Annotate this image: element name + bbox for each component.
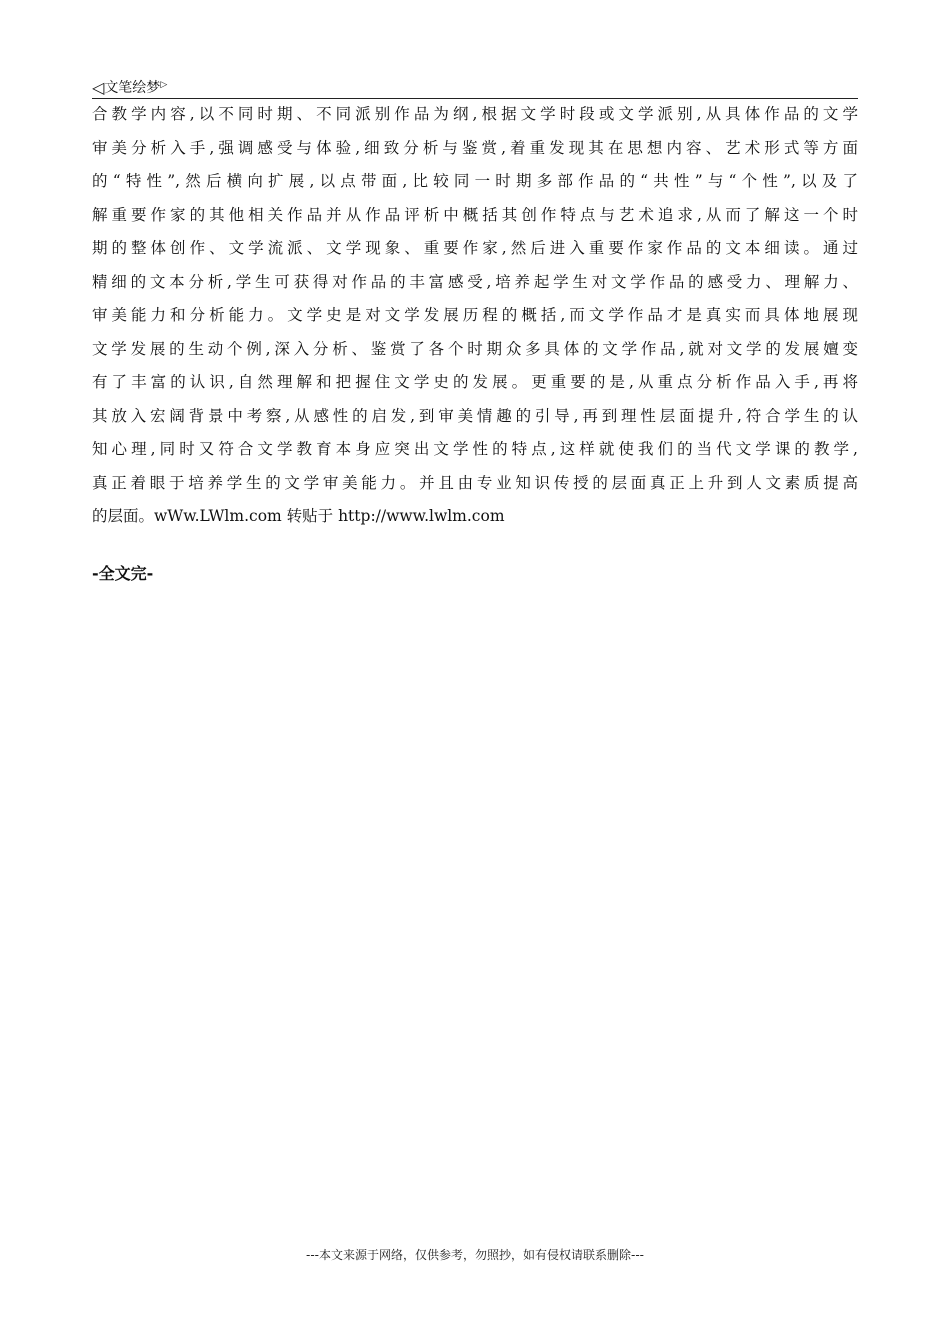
body-line: 真正着眼于培养学生的文学审美能力。并且由专业知识传授的层面真正上升到人文素质提高 [92,473,858,492]
body-line-last: 的层面。wWw.LWlm.com 转贴于 http://www.lwlm.com [92,507,505,525]
body-line: 审美分析入手,强调感受与体验,细致分析与鉴赏,着重发现其在思想内容、艺术形式等方面 [92,138,858,157]
body-line: 解重要作家的其他相关作品并从作品评析中概括其创作特点与艺术追求,从而了解这一个时 [92,205,858,224]
body-line: 的“特性”,然后横向扩展,以点带面,比较同一时期多部作品的“共性”与“个性”,以及了 [92,172,858,190]
triangle-right-icon: ▷ [160,80,168,90]
body-line: 合教学内容,以不同时期、不同派别作品为纲,根据文学时段或文学派别,从具体作品的文学 [92,105,858,123]
body-text [92,98,858,534]
body-line: 文学发展的生动个例,深入分析、鉴赏了各个时期众多具体的文学作品,就对文学的发展嬗变 [92,339,858,358]
footer-notice: ---本文来源于网络，仅供参考，勿照抄，如有侵权请联系删除--- [306,1248,644,1262]
page-header [92,76,858,99]
body-line: 有了丰富的认识,自然理解和把握住文学史的发展。更重要的是,从重点分析作品入手,再将 [92,373,858,391]
header-title [92,76,167,97]
body-line: 期的整体创作、文学流派、文学现象、重要作家,然后进入重要作家作品的文本细读。通过 [92,239,858,257]
body-line: 审美能力和分析能力。文学史是对文学发展历程的概括,而文学作品才是真实而具体地展现 [92,306,858,324]
body-line: 精细的文本分析,学生可获得对作品的丰富感受,培养起学生对文学作品的感受力、理解力、 [92,272,858,291]
header-label-text: 文笔绘梦 [104,80,161,96]
body-line: 其放入宏阔背景中考察,从感性的启发,到审美情趣的引导,再到理性层面提升,符合学生的认 [92,406,858,425]
triangle-left-icon: ◁ [92,78,105,97]
end-mark: -全文完- [92,564,154,583]
body-line: 知心理,同时又符合文学教育本身应突出文学性的特点,这样就使我们的当代文学课的教学, [92,440,858,458]
